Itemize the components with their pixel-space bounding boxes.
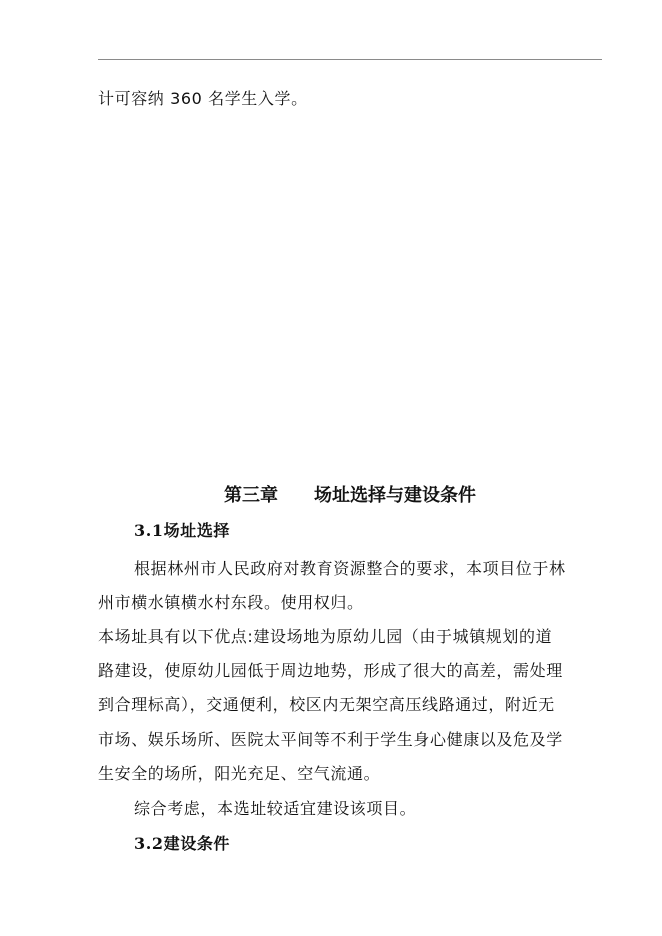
paragraph-line: 本场址具有以下优点:建设场地为原幼儿园（由于城镇规划的道 bbox=[98, 627, 553, 646]
paragraph-line: 到合理标高），交通便利，校区内无架空高压线路通过，附近无 bbox=[98, 695, 555, 714]
paragraph-line: 生安全的场所，阳光充足、空气流通。 bbox=[98, 764, 381, 783]
paragraph-line: 州市横水镇横水村东段。使用权归。 bbox=[98, 593, 364, 612]
section-heading-3-2: 3.2建设条件 bbox=[134, 834, 231, 853]
continuation-text: 计可容纳 360 名学生入学。 bbox=[98, 89, 308, 108]
paragraph-line: 根据林州市人民政府对教育资源整合的要求，本项目位于林 bbox=[134, 559, 566, 578]
section-heading-3-1: 3.1场址选择 bbox=[134, 521, 231, 540]
page-header-rule bbox=[98, 59, 602, 60]
paragraph-line: 综合考虑，本选址较适宜建设该项目。 bbox=[134, 799, 417, 818]
paragraph-line: 路建设，使原幼儿园低于周边地势，形成了很大的高差，需处理 bbox=[98, 661, 563, 680]
paragraph-line: 市场、娱乐场所、医院太平间等不利于学生身心健康以及危及学 bbox=[98, 730, 563, 749]
chapter-title: 第三章 场址选择与建设条件 bbox=[224, 485, 476, 506]
